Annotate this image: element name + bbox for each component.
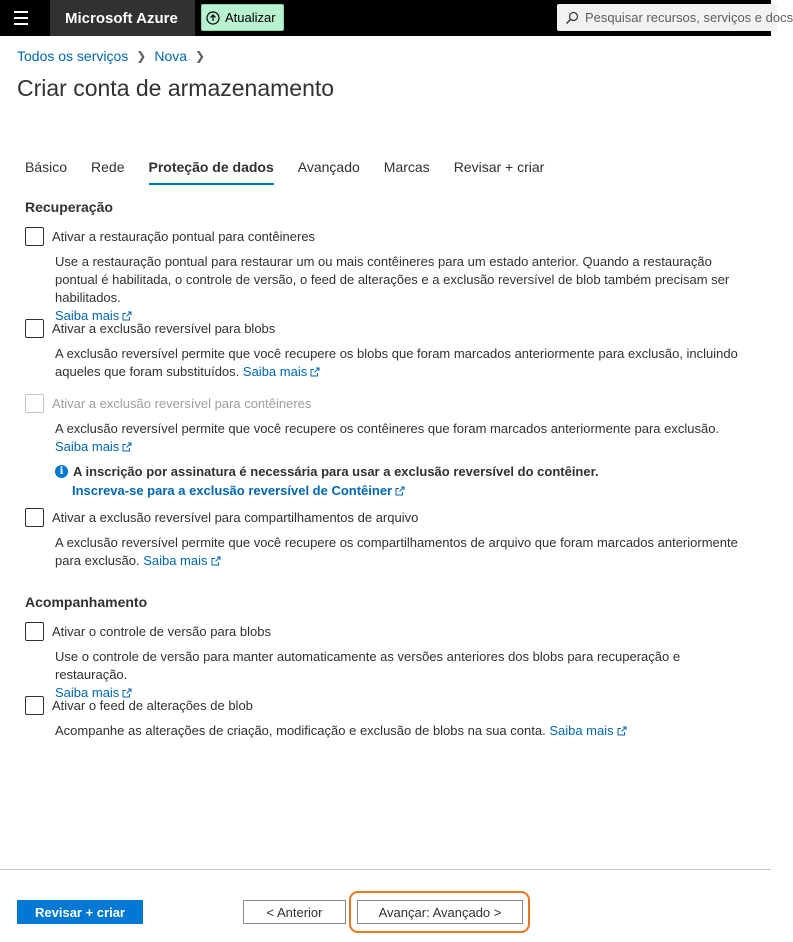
breadcrumb [17,48,213,64]
update-button[interactable] [201,4,284,31]
arrow-up-circle-icon [206,11,220,25]
hamburger-icon[interactable] [0,0,42,36]
next-advanced-button[interactable]: Avançar: Avançado > [357,900,523,924]
tab-bar [25,159,568,185]
option-description [55,534,755,570]
learn-more-link[interactable]: Saiba mais [549,723,626,738]
breadcrumb-item-all-services[interactable]: Todos os serviços [17,48,129,64]
blob-versioning-checkbox[interactable] [25,622,44,641]
tab-review-create[interactable]: Revisar + criar [453,159,545,175]
container-soft-delete-signup-link[interactable]: Inscreva-se para a exclusão reversível de Contêiner [72,483,405,498]
search-icon [565,11,579,25]
chevron-right-icon: ❯ [136,49,147,63]
option-label: Ativar a exclusão reversível para compartilhamentos de arquivo [52,510,419,525]
option-blob-change-feed [25,696,755,740]
review-create-button[interactable]: Revisar + criar [17,900,143,924]
option-description-text: A exclusão reversível permite que você recupere os compartilhamentos de arquivo que foram marcados anteriormente para exclusão. [55,535,738,568]
top-bar [0,0,793,36]
blob-soft-delete-checkbox[interactable] [25,319,44,338]
page-title: Criar conta de armazenamento [17,75,335,101]
brand-title[interactable]: Microsoft Azure [50,0,195,36]
tab-tags[interactable]: Marcas [383,159,430,175]
learn-more-link[interactable]: Saiba mais [55,308,132,323]
update-label: Atualizar [225,10,276,25]
learn-more-link[interactable]: Saiba mais [55,685,132,700]
option-description-text: Use a restauração pontual para restaurar um ou mais contêineres para um estado anterior. Quando a restauração pontual é habilitada, o controle de versão, o feed de alterações e a exclusão reversível de blob também precisam ser habilitados. [55,254,730,305]
option-description-text: Use o controle de versão para manter automaticamente as versões anteriores dos blobs para recuperação e restauração. [55,649,681,682]
option-description [55,345,755,381]
option-blob-versioning [25,622,755,702]
point-in-time-restore-checkbox[interactable] [25,227,44,246]
option-description-text: A exclusão reversível permite que você recupere os blobs que foram marcados anteriormente para exclusão, incluindo aqueles que foram substituídos. [55,346,738,379]
option-label: Ativar a exclusão reversível para blobs [52,321,276,336]
tab-basic[interactable]: Básico [25,159,68,175]
external-link-icon [211,556,221,566]
learn-more-link[interactable]: Saiba mais [55,439,132,454]
option-description-text: A exclusão reversível permite que você recupere os contêineres que foram marcados anteriormente para exclusão. [55,421,720,436]
file-share-soft-delete-checkbox[interactable] [25,508,44,527]
learn-more-link[interactable]: Saiba mais [243,364,320,379]
option-blob-soft-delete [25,319,755,381]
info-message [55,464,755,498]
option-description [55,722,755,740]
option-label: Ativar a restauração pontual para contêineres [52,229,316,244]
external-link-icon [617,726,627,736]
tab-data-protection[interactable]: Proteção de dados [149,159,274,185]
search-input[interactable] [557,4,793,31]
tab-advanced[interactable]: Avançado [297,159,360,175]
container-soft-delete-checkbox [25,394,44,413]
blob-change-feed-checkbox[interactable] [25,696,44,715]
search-placeholder: Pesquisar recursos, serviços e docs [585,10,793,25]
option-label: Ativar o controle de versão para blobs [52,624,271,639]
tab-network[interactable]: Rede [91,159,125,175]
option-label: Ativar a exclusão reversível para contêineres [52,396,312,411]
external-link-icon [122,442,132,452]
option-file-share-soft-delete [25,508,755,570]
recovery-heading: Recuperação [25,199,113,215]
info-text: A inscrição por assinatura é necessária para usar a exclusão reversível do contêiner. [73,464,599,479]
learn-more-link[interactable]: Saiba mais [143,553,220,568]
option-description-text: Acompanhe as alterações de criação, modificação e exclusão de blobs na sua conta. [55,723,546,738]
option-description [55,648,755,702]
info-icon: i [55,465,68,478]
tracking-heading: Acompanhamento [25,594,148,610]
option-container-soft-delete [25,394,755,498]
footer-divider [0,869,771,870]
option-point-in-time-restore [25,227,755,325]
option-label: Ativar o feed de alterações de blob [52,698,253,713]
external-link-icon [395,486,405,496]
option-description [55,420,755,456]
external-link-icon [310,367,320,377]
chevron-right-icon: ❯ [195,49,206,63]
previous-button[interactable]: < Anterior [243,900,346,924]
breadcrumb-item-new[interactable]: Nova [154,48,188,64]
option-description [55,253,755,325]
